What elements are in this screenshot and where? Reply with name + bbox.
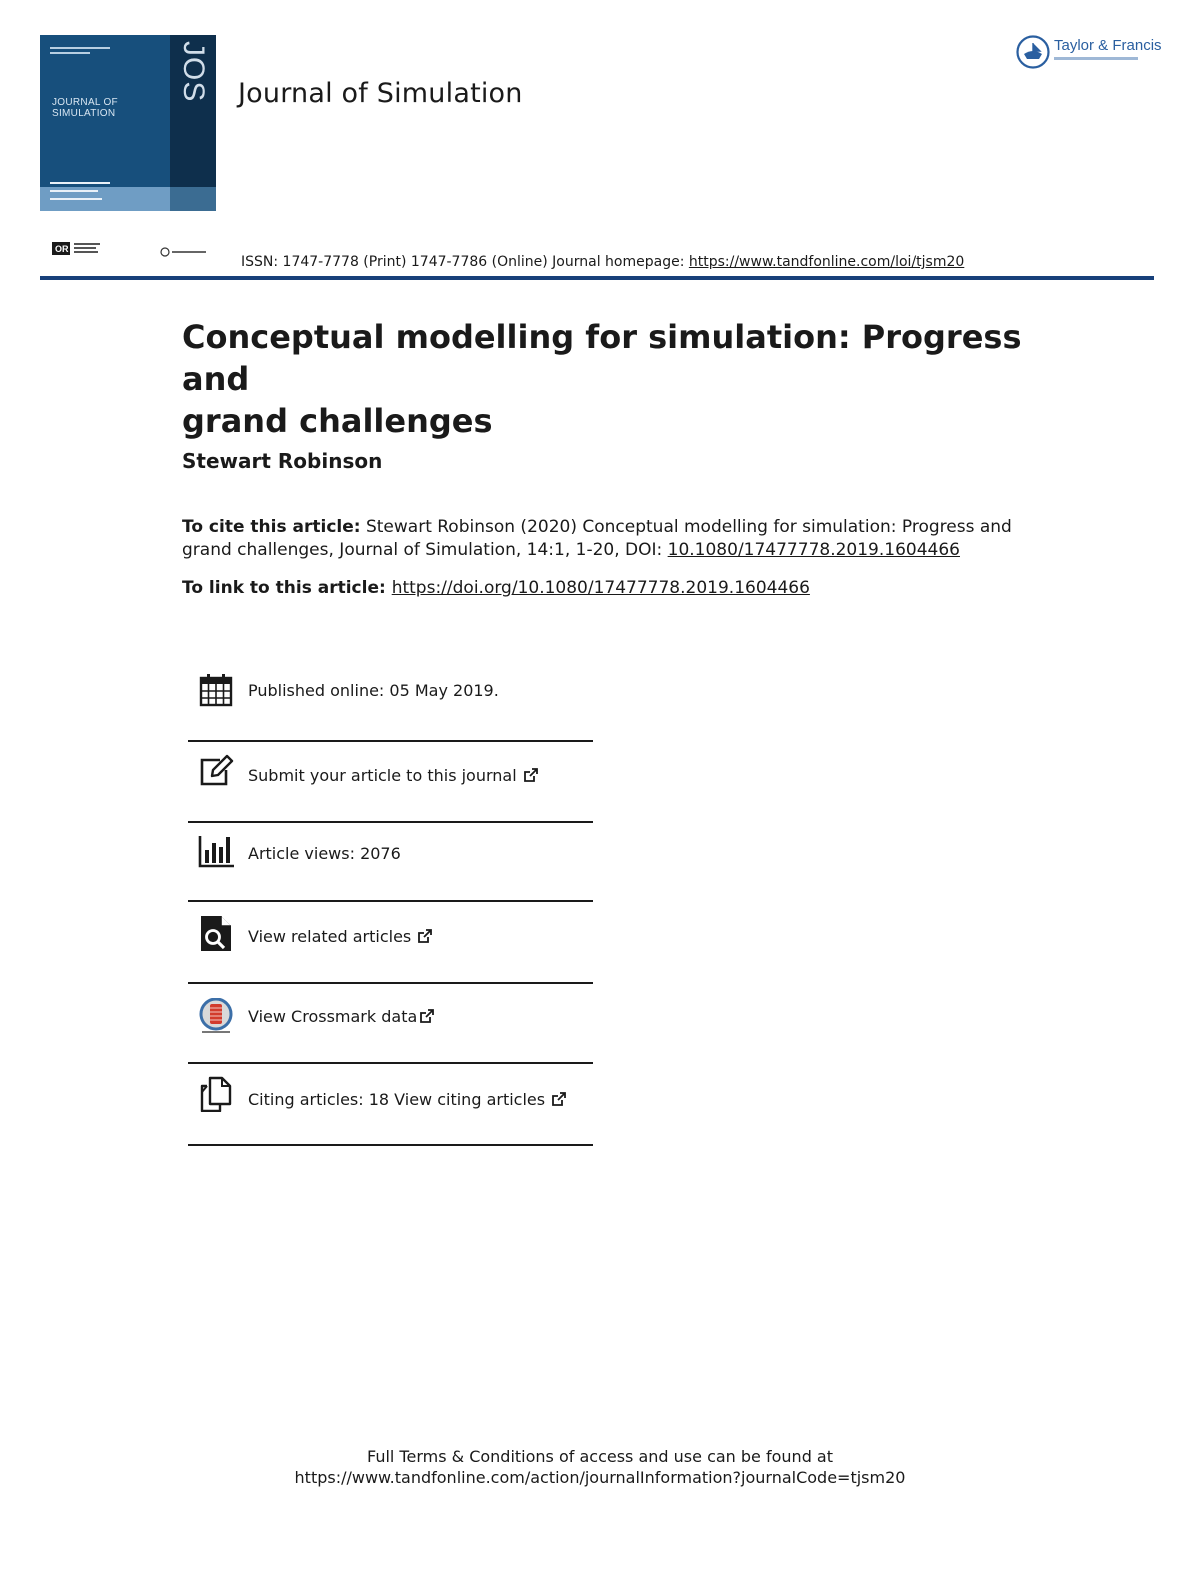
- cover-title: JOURNAL OF SIMULATION: [52, 97, 118, 119]
- cite-label: To cite this article:: [182, 517, 361, 537]
- document-search-icon: [198, 915, 234, 951]
- article-title: Conceptual modelling for simulation: Progress and grand challenges: [182, 318, 1022, 440]
- related-articles-link[interactable]: View related articles: [248, 927, 433, 946]
- external-link-icon: [417, 928, 433, 944]
- footer-terms-url[interactable]: https://www.tandfonline.com/action/journalInformation?journalCode=tjsm20: [294, 1468, 906, 1487]
- publisher-tagline: [1054, 57, 1138, 60]
- cover-editor-text: [50, 190, 98, 192]
- article-views-text: Article views: 2076: [248, 844, 401, 863]
- issn-text: ISSN: 1747-7778 (Print) 1747-7786 (Online) Journal homepage:: [241, 254, 689, 270]
- cover-spine-bottom: [170, 187, 216, 211]
- taylor-francis-small-logo: [160, 246, 208, 258]
- header-divider: [40, 276, 1154, 280]
- svg-text:OR: OR: [55, 244, 69, 254]
- article-url-link[interactable]: https://doi.org/10.1080/17477778.2019.1604466: [391, 578, 810, 598]
- doi-link[interactable]: 10.1080/17477778.2019.1604466: [667, 540, 960, 560]
- publisher-logo[interactable]: [1016, 35, 1161, 71]
- external-link-icon: [419, 1008, 435, 1024]
- cover-editor-text: [50, 182, 110, 184]
- edit-icon: [198, 754, 234, 790]
- footer-terms-text: Full Terms & Conditions of access and use can be found at: [366, 1447, 834, 1466]
- journal-homepage-link[interactable]: https://www.tandfonline.com/loi/tjsm20: [688, 254, 965, 270]
- info-divider: [188, 1062, 593, 1064]
- cover-editor-text: [50, 198, 102, 200]
- copy-documents-icon: [198, 1076, 234, 1112]
- link-label: To link to this article:: [182, 578, 392, 598]
- cite-text: Stewart Robinson (2020) Conceptual modelling for simulation: Progress and grand challenges, Journal of Simulation, 14:1, 1-20, DOI:: [182, 517, 1012, 560]
- publisher-name: Taylor & Francis: [1054, 37, 1162, 54]
- citing-articles-link[interactable]: Citing articles: 18 View citing articles: [248, 1090, 567, 1109]
- submit-article-link[interactable]: Submit your article to this journal: [248, 766, 539, 785]
- cover-small-text: [50, 52, 90, 54]
- tf-boat-icon: [1016, 35, 1050, 69]
- crossmark-icon: [198, 998, 234, 1034]
- info-divider: [188, 740, 593, 742]
- footer-terms: [0, 1446, 1200, 1488]
- journal-title: Journal of Simulation: [238, 78, 523, 109]
- article-link: [182, 578, 810, 598]
- or-society-logo: [52, 240, 104, 258]
- info-divider: [188, 1144, 593, 1146]
- info-divider: [188, 821, 593, 823]
- citation: [182, 516, 1022, 562]
- author-name: Stewart Robinson: [182, 449, 383, 473]
- issn-line: [241, 254, 964, 270]
- cover-spine-text: JOS: [177, 41, 210, 103]
- published-online-text: Published online: 05 May 2019.: [248, 681, 499, 700]
- cover-small-text: [50, 47, 110, 49]
- external-link-icon: [523, 767, 539, 783]
- external-link-icon: [551, 1091, 567, 1107]
- info-divider: [188, 982, 593, 984]
- calendar-icon: [198, 672, 234, 708]
- crossmark-link[interactable]: View Crossmark data: [248, 1007, 435, 1026]
- journal-cover-image: [40, 35, 216, 211]
- info-divider: [188, 900, 593, 902]
- bar-chart-icon: [198, 834, 234, 870]
